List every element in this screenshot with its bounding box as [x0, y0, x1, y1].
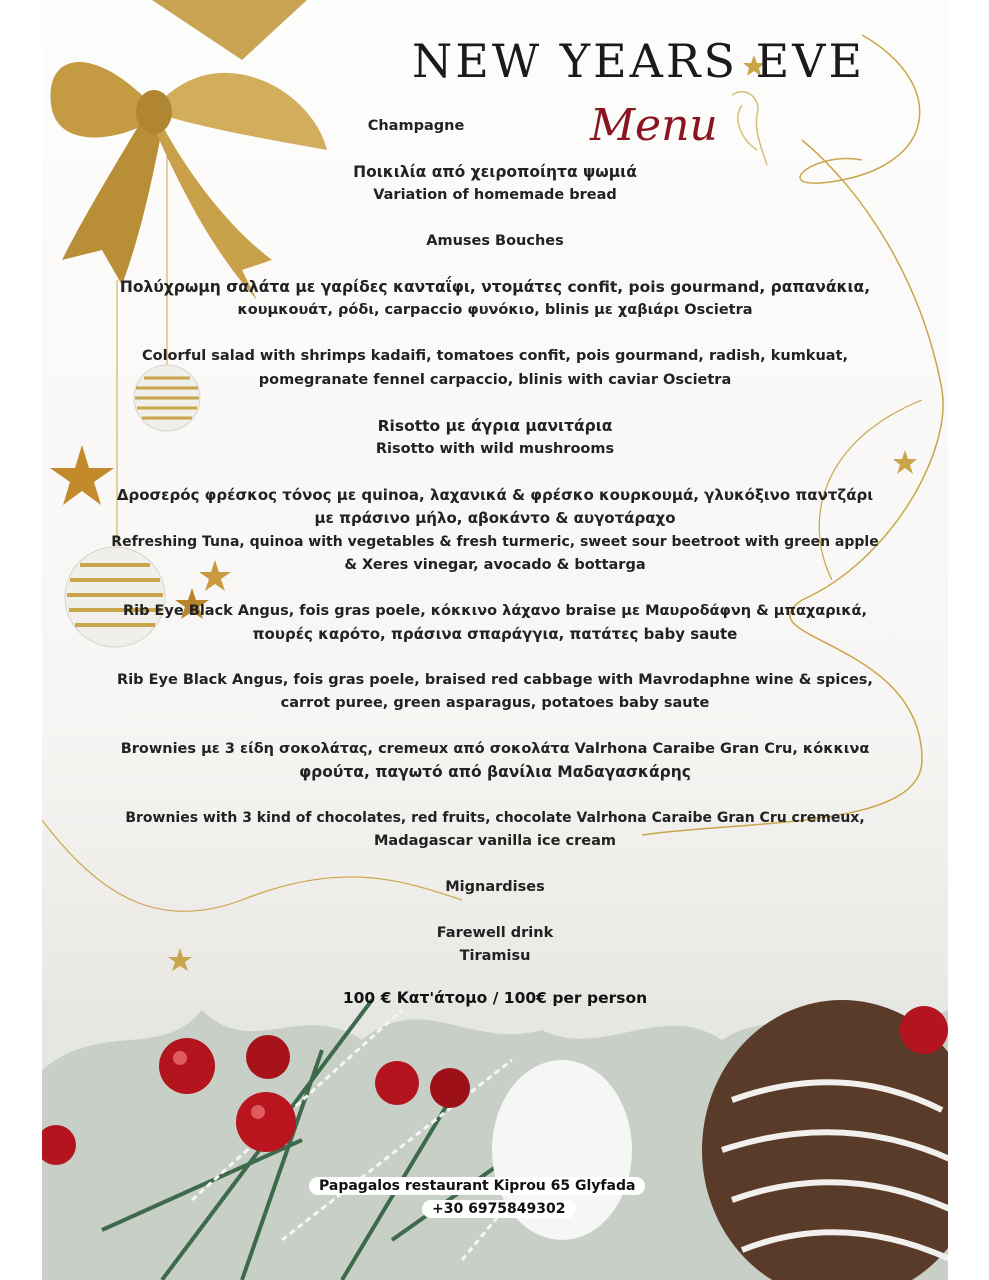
brownies-english-line1: Brownies with 3 kind of chocolates, red fruits, chocolate Valrhona Caraibe Gran Cru cremeux,	[125, 810, 865, 826]
restaurant-address: Papagalos restaurant Kiprou 65 Glyfada	[309, 1177, 645, 1195]
section-amuses: Amuses Bouches	[426, 233, 564, 249]
bread-greek: Ποικιλία από χειροποίητα ψωμιά	[353, 163, 637, 181]
bread-english: Variation of homemade bread	[373, 187, 617, 203]
winter-branches-image	[42, 1000, 948, 1280]
salad-greek-line1: Πολύχρωμη σαλάτα με γαρίδες κανταΐφι, ντομάτες confit, pois gourmand, ραπανάκια,	[119, 278, 871, 296]
salad-english-line1: Colorful salad with shrimps kadaifi, tomatoes confit, pois gourmand, radish, kumkuat,	[141, 348, 849, 364]
tuna-greek-line2: με πράσινο μήλο, αβοκάντο & αυγοτάραχο	[314, 509, 676, 527]
page-title: NEW YEARS EVE	[412, 34, 866, 88]
section-champagne: Champagne	[367, 118, 465, 134]
ribeye-english-line1: Rib Eye Black Angus, fois gras poele, braised red cabbage with Mavrodaphne wine & spices,	[117, 672, 873, 688]
ribeye-greek-line2: πουρές καρότο, πράσινα σπαράγγια, πατάτες baby saute	[252, 625, 738, 643]
section-mignardises: Mignardises	[445, 879, 545, 895]
risotto-english: Risotto with wild mushrooms	[375, 441, 615, 457]
brownies-english-line2: Madagascar vanilla ice cream	[374, 833, 616, 849]
farewell-drink: Farewell drink	[436, 925, 554, 941]
price-per-person: 100 € Κατ'άτομο / 100€ per person	[342, 989, 648, 1007]
menu-script-title: Menu	[590, 100, 718, 151]
gold-bow-icon	[50, 0, 327, 300]
ribeye-english-line2: carrot puree, green asparagus, potatoes baby saute	[280, 695, 710, 711]
tuna-greek-line1: Δροσερός φρέσκος τόνος με quinoa, λαχανικά & φρέσκο κουρκουμά, γλυκόξινο παντζάρι	[116, 486, 874, 504]
risotto-greek: Risotto με άγρια μανιτάρια	[377, 417, 613, 435]
menu-page	[42, 0, 948, 1280]
restaurant-phone: +30 6975849302	[422, 1200, 576, 1218]
salad-greek-line2: κουμκουάτ, ρόδι, carpaccio φυνόκιο, blinis με χαβιάρι Oscietra	[237, 302, 753, 318]
tuna-english-line1: Refreshing Tuna, quinoa with vegetables & fresh turmeric, sweet sour beetroot with green apple	[111, 534, 879, 550]
brownies-greek-line1: Brownies με 3 είδη σοκολάτας, cremeux από σοκολάτα Valrhona Caraibe Gran Cru, κόκκινα	[120, 741, 870, 757]
tuna-english-line2: & Xeres vinegar, avocado & bottarga	[344, 557, 646, 573]
salad-english-line2: pomegranate fennel carpaccio, blinis with caviar Oscietra	[258, 372, 732, 388]
tiramisu: Tiramisu	[459, 948, 531, 964]
ribeye-greek-line1: Rib Eye Black Angus, fois gras poele, κόκκινο λάχανο braise με Μαυροδάφνη & μπαχαρικά,	[122, 603, 868, 619]
brownies-greek-line2: φρούτα, παγωτό από βανίλια Μαδαγασκάρης	[299, 763, 691, 781]
